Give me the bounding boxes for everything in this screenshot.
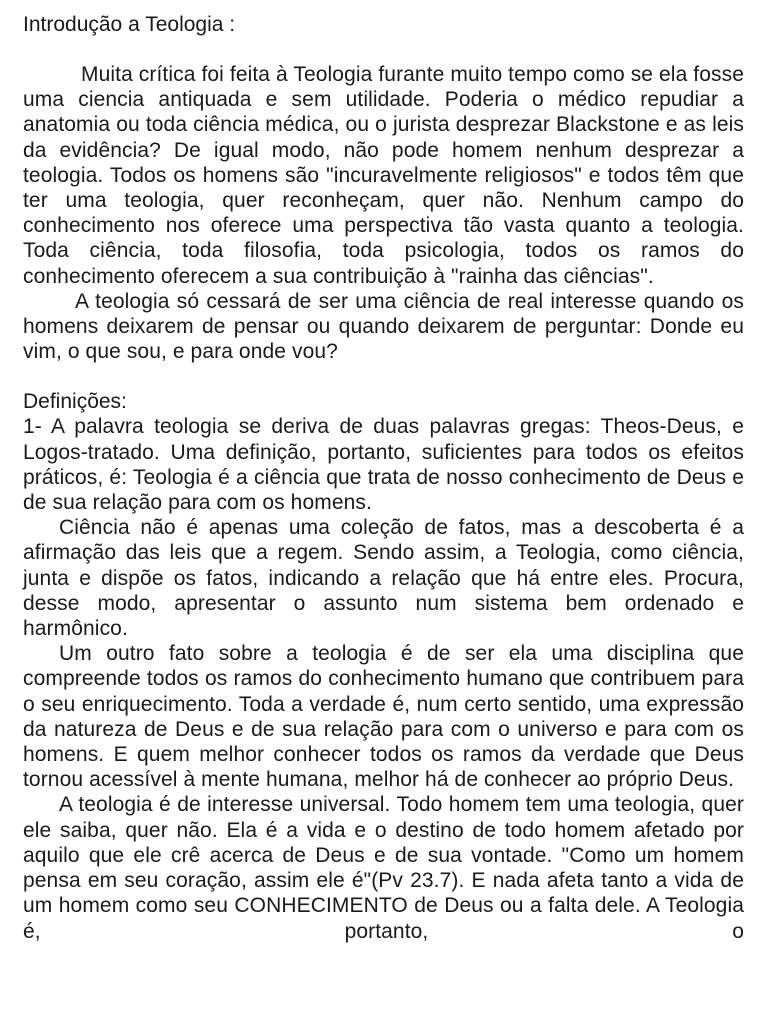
definition-paragraph-2: Ciência não é apenas uma coleção de fatos, mas a descoberta é a afirmação das leis que a regem. Sendo assim, a Teologia, como ciência, junta e dispõe os fatos, indicando a relação que há entre eles. Procura, desse modo, apresentar o assunto num sistema bem ordenado e harmônico. — [23, 516, 744, 641]
definition-paragraph-4: A teologia é de interesse universal. Todo homem tem uma teologia, quer ele saiba, quer não. Ela é a vida e o destino de todo homem afetado por aquilo que ele crê acerca de Deus e de sua vontade. "Como um homem pensa em seu coração, assim ele é"(Pv 23.7). E nada afeta tanto a vida de um homem como seu CONHECIMENTO de Deus ou a falta dele. A Teologia é, portanto, o — [23, 793, 744, 943]
definition-paragraph-1: 1- A palavra teologia se deriva de duas palavras gregas: Theos-Deus, e Logos-tratado. Uma definição, portanto, suficientes para todos os efeitos práticos, é: Teologia é a ciência que trata de nosso conhecimento de Deus e de sua relação para com os homens. — [23, 415, 744, 515]
document-title: Introdução a Teologia : — [23, 13, 236, 36]
intro-paragraph-1: Muita crítica foi feita à Teologia furante muito tempo como se ela fosse uma ciencia antiquada e sem utilidade. Poderia o médico repudiar a anatomia ou toda ciência médica, ou o jurista desprezar Blackstone e as leis da evidência? De igual modo, não pode homem nenhum desprezar a teologia. Todos os homens são "incuravelmente religiosos" e todos têm que ter uma teologia, quer reconheçam, quer não. Nenhum campo do conhecimento nos oferece uma perspectiva tão vasta quanto a teologia. Toda ciência, toda filosofia, toda psicologia, todos os ramos do conhecimento oferecem a sua contribuição à "rainha das ciências". — [23, 63, 744, 288]
definitions-heading: Definições: — [23, 390, 127, 414]
definition-paragraph-3: Um outro fato sobre a teologia é de ser ela uma disciplina que compreende todos os ramos do conhecimento humano que contribuem para o seu enriquecimento. Toda a verdade é, num certo sentido, uma expressão da natureza de Deus e de sua relação para com o universo e para com os homens. E quem melhor conhecer todos os ramos da verdade que Deus tornou acessível à mente humana, melhor há de conhecer ao próprio Deus. — [23, 642, 744, 792]
intro-paragraph-2: A teologia só cessará de ser uma ciência de real interesse quando os homens deixarem de pensar ou quando deixarem de perguntar: Donde eu vim, o que sou, e para onde vou? — [23, 289, 744, 364]
